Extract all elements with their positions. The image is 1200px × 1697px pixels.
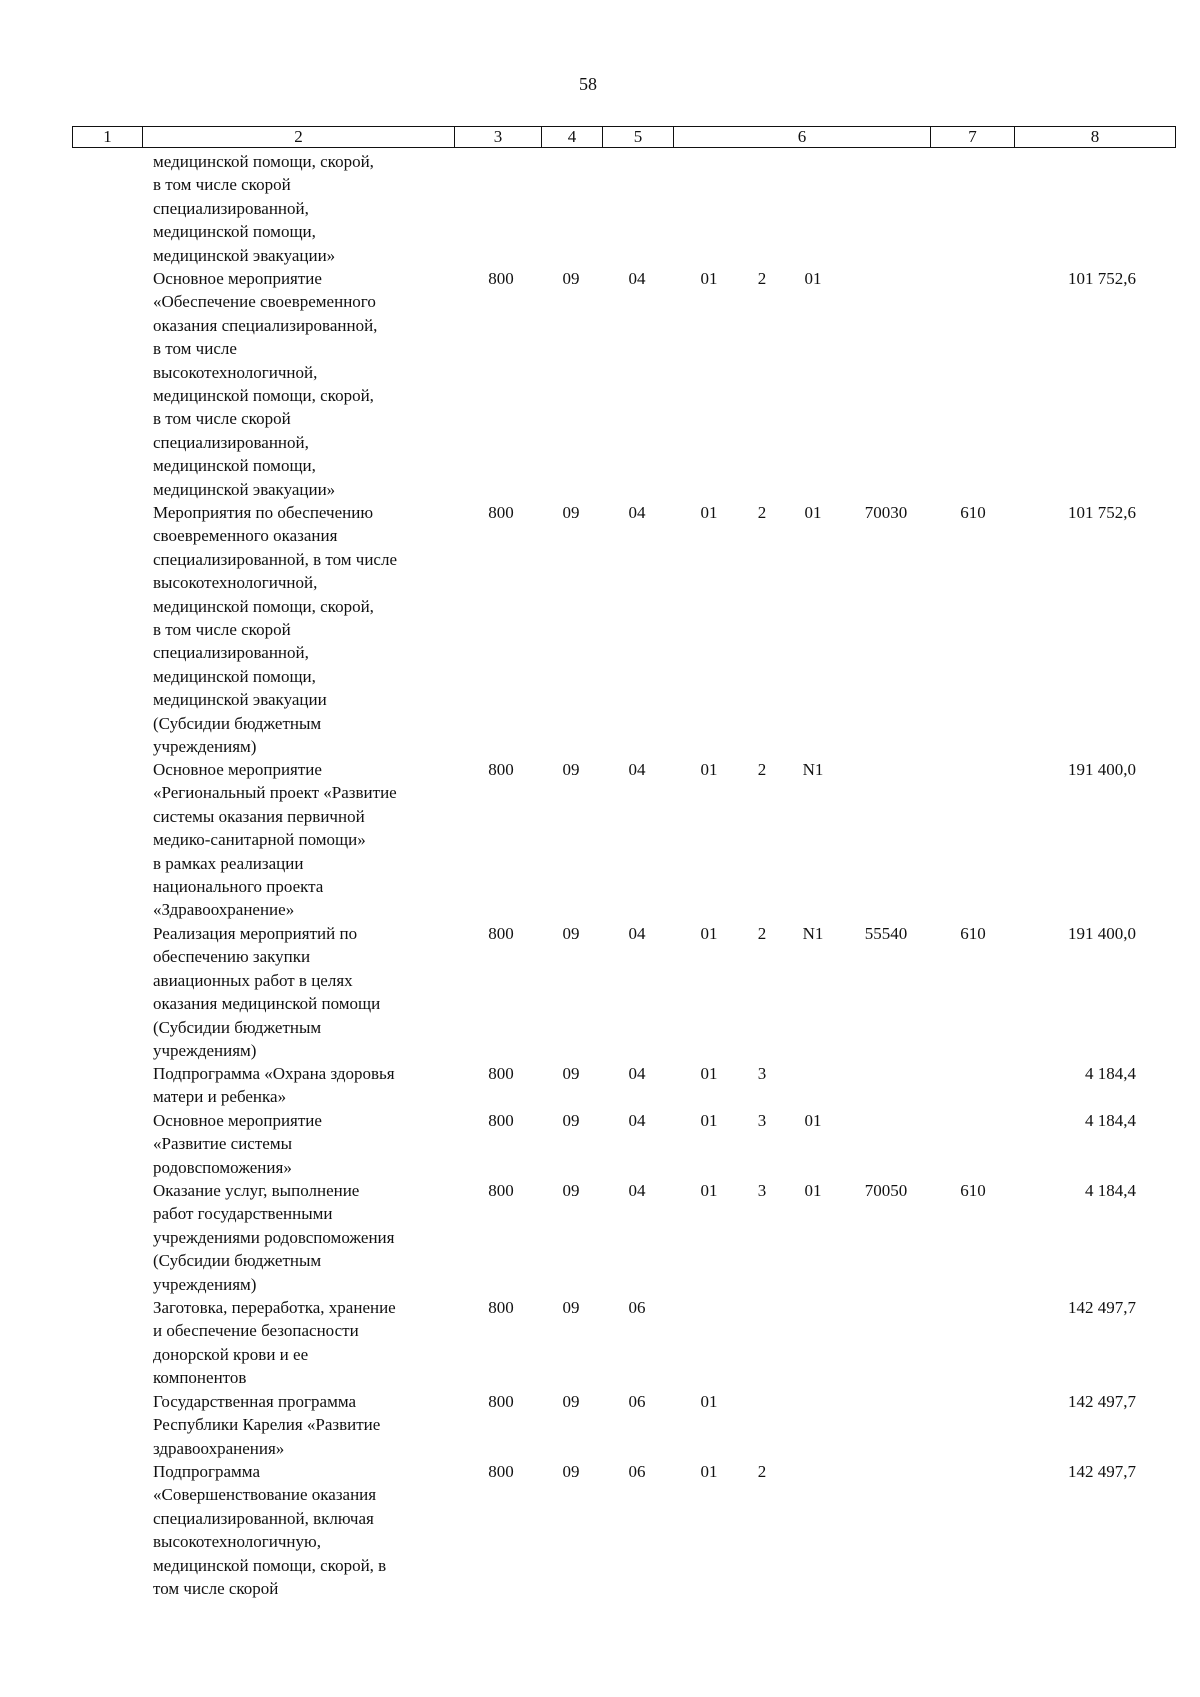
column-header-1: 1 [73,127,143,148]
row-description: Основное мероприятие «Региональный проект «Развитие системы оказания первичной медико-санитарной помощи» в рамках реализации национального проекта «Здравоохранение» [153,760,397,920]
cell-amount: 4 184,4 [1085,1064,1136,1083]
cell-col-5: 04 [628,1064,646,1083]
row-description: Государственная программа Республики Карелия «Развитие здравоохранения» [153,1392,381,1458]
cell-col-6-program: 01 [700,1181,718,1200]
cell-col-6-event: 01 [804,503,822,522]
cell-col-5: 04 [628,760,646,779]
cell-amount: 101 752,6 [1068,503,1136,522]
table-row [0,267,1200,501]
table-row [0,922,1200,1062]
cell-col-3: 800 [488,1298,514,1317]
cell-amount: 142 497,7 [1068,1462,1136,1481]
cell-col-6-subprogram: 2 [757,269,767,288]
cell-col-6-subprogram: 2 [757,760,767,779]
cell-col-6-program: 01 [700,760,718,779]
cell-col-6-program: 01 [700,1111,718,1130]
column-header-7: 7 [931,127,1015,148]
cell-col-6-program: 01 [700,1064,718,1083]
row-description: Подпрограмма «Охрана здоровья матери и ребенка» [153,1064,395,1107]
table-row [0,1179,1200,1296]
column-header-6: 6 [674,127,931,148]
table-row [0,1390,1200,1460]
cell-col-6-program: 01 [700,924,718,943]
cell-col-4: 09 [562,1181,580,1200]
cell-col-5: 06 [628,1298,646,1317]
cell-col-6-subprogram: 3 [757,1181,767,1200]
cell-col-6-event: N1 [802,924,824,943]
cell-col-5: 04 [628,924,646,943]
cell-amount: 101 752,6 [1068,269,1136,288]
column-header-row [73,127,1176,148]
cell-col-4: 09 [562,269,580,288]
cell-col-3: 800 [488,269,514,288]
column-header-2: 2 [143,127,455,148]
cell-col-4: 09 [562,1111,580,1130]
table-row [0,1062,1200,1109]
cell-col-4: 09 [562,760,580,779]
cell-col-6-event: 01 [804,269,822,288]
row-description: Основное мероприятие «Обеспечение своевременного оказания специализированной, в том числе высокотехнологичной, медицинской помощи, скорой, в том числе скорой специализированной, медицинской помощи, медицинской эвакуации» [153,269,378,499]
column-header-3: 3 [455,127,542,148]
cell-col-3: 800 [488,1392,514,1411]
cell-col-5: 04 [628,1181,646,1200]
cell-col-3: 800 [488,1462,514,1481]
cell-col-5: 06 [628,1462,646,1481]
cell-col-4: 09 [562,924,580,943]
cell-col-6-program: 01 [700,269,718,288]
cell-col-3: 800 [488,1064,514,1083]
cell-col-5: 04 [628,1111,646,1130]
cell-amount: 142 497,7 [1068,1298,1136,1317]
cell-col-6-program: 01 [700,1462,718,1481]
cell-col-3: 800 [488,503,514,522]
cell-col-6-program: 01 [700,1392,718,1411]
cell-col-3: 800 [488,760,514,779]
cell-col-6-event: 01 [804,1111,822,1130]
cell-col-6-event: N1 [802,760,824,779]
cell-amount: 4 184,4 [1085,1111,1136,1130]
cell-col-4: 09 [562,1298,580,1317]
cell-col-6-direction: 70050 [864,1181,908,1200]
row-description: Заготовка, переработка, хранение и обеспечение безопасности донорской крови и ее компонентов [153,1298,396,1388]
table-row [0,1460,1200,1601]
cell-col-3: 800 [488,1181,514,1200]
cell-amount: 191 400,0 [1068,760,1136,779]
table-row [0,1296,1200,1390]
cell-col-6-subprogram: 2 [757,503,767,522]
cell-amount: 191 400,0 [1068,924,1136,943]
cell-col-3: 800 [488,924,514,943]
row-description: Мероприятия по обеспечению своевременного оказания специализированной, в том числе высокотехнологичной, медицинской помощи, скорой, в том числе скорой специализированной, медицинской помощи, медицинской эвакуации (Субсидии бюджетным учреждениям) [153,503,398,757]
column-header-8: 8 [1015,127,1176,148]
column-header-4: 4 [542,127,603,148]
row-description: Оказание услуг, выполнение работ государственными учреждениями родовспоможения (Субсидии бюджетным учреждениям) [153,1181,395,1294]
column-header-table [72,126,1176,148]
cell-col-6-subprogram: 2 [757,1462,767,1481]
page-number: 58 [579,74,597,94]
table-body [0,150,1200,1601]
cell-col-6-direction: 70030 [864,503,908,522]
row-description: Подпрограмма «Совершенствование оказания специализированной, включая высокотехнологичную, медицинской помощи, скорой, в том числе скорой [153,1462,387,1599]
cell-col-5: 06 [628,1392,646,1411]
row-description: Основное мероприятие «Развитие системы родовспоможения» [153,1111,322,1177]
cell-col-5: 04 [628,503,646,522]
cell-col-5: 04 [628,269,646,288]
cell-col-6-event: 01 [804,1181,822,1200]
cell-amount: 142 497,7 [1068,1392,1136,1411]
table-row [0,758,1200,922]
row-description: медицинской помощи, скорой, в том числе скорой специализированной, медицинской помощи, медицинской эвакуации» [153,152,374,265]
cell-col-6-subprogram: 3 [757,1064,767,1083]
cell-col-6-subprogram: 2 [757,924,767,943]
cell-col-4: 09 [562,1392,580,1411]
row-description: Реализация мероприятий по обеспечению закупки авиационных работ в целях оказания медицинской помощи (Субсидии бюджетным учреждениям) [153,924,381,1061]
cell-col-7: 610 [960,924,986,943]
column-header-5: 5 [603,127,674,148]
cell-col-7: 610 [960,1181,986,1200]
table-row [0,501,1200,758]
table-row [0,150,1200,267]
cell-col-7: 610 [960,503,986,522]
cell-col-6-direction: 55540 [864,924,908,943]
cell-amount: 4 184,4 [1085,1181,1136,1200]
cell-col-4: 09 [562,503,580,522]
cell-col-3: 800 [488,1111,514,1130]
cell-col-4: 09 [562,1064,580,1083]
table-row [0,1109,1200,1179]
cell-col-4: 09 [562,1462,580,1481]
cell-col-6-program: 01 [700,503,718,522]
cell-col-6-subprogram: 3 [757,1111,767,1130]
